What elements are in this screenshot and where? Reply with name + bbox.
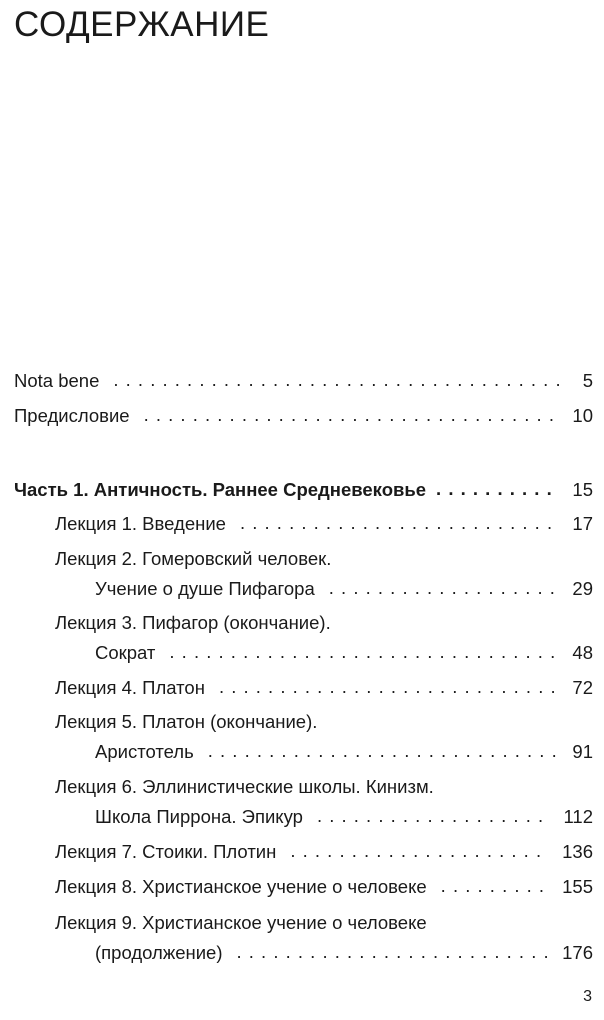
toc-entry-label: Лекция 4. Платон xyxy=(55,677,205,698)
toc-entry-label: Nota bene xyxy=(14,370,100,391)
dot-leader xyxy=(329,577,559,599)
page-folio-number: 3 xyxy=(583,988,592,1005)
toc-entry-nota-bene xyxy=(14,370,593,392)
dot-leader xyxy=(240,512,558,534)
dot-leader xyxy=(208,740,559,762)
toc-entry-label: Лекция 8. Христианское учение о человеке xyxy=(55,876,427,897)
toc-page-number: 5 xyxy=(582,370,593,391)
toc-entry-label: Лекция 1. Введение xyxy=(55,513,226,534)
toc-entry-label: Лекция 9. Христианское учение о человеке xyxy=(55,912,427,933)
toc-entry-continuation: Учение о душе Пифагора xyxy=(95,578,315,599)
toc-page-number: 29 xyxy=(572,578,593,599)
toc-page-number: 17 xyxy=(572,513,593,534)
toc-page-number: 48 xyxy=(572,642,593,663)
dot-leader xyxy=(219,676,558,698)
toc-page-number: 136 xyxy=(562,841,593,862)
toc-entry-lecture-9 xyxy=(55,912,593,964)
dot-leader xyxy=(237,941,549,963)
toc-entry-lecture-5 xyxy=(55,711,593,763)
toc-page-number: 15 xyxy=(572,479,593,500)
dot-leader xyxy=(290,840,548,862)
toc-entry-label: Лекция 3. Пифагор (окончание). xyxy=(55,612,331,633)
dot-leader xyxy=(436,478,558,500)
toc-entry-label: Предисловие xyxy=(14,405,130,426)
dot-leader xyxy=(144,404,559,426)
dot-leader xyxy=(441,875,548,897)
toc-entry-lecture-8 xyxy=(55,876,593,898)
dot-leader xyxy=(169,641,558,663)
page-title: СОДЕРЖАНИЕ xyxy=(14,5,270,44)
dot-leader xyxy=(113,369,568,391)
toc-entry-label: Лекция 6. Эллинистические школы. Кинизм. xyxy=(55,776,434,797)
toc-entry-lecture-1 xyxy=(55,513,593,535)
toc-entry-continuation: (продолжение) xyxy=(95,942,223,963)
toc-entry-label: Часть 1. Античность. Раннее Средневековье xyxy=(14,479,427,500)
toc-part-heading xyxy=(14,479,593,501)
dot-leader xyxy=(317,805,550,827)
toc-entry-label: Лекция 5. Платон (окончание). xyxy=(55,711,318,732)
toc-entry-continuation: Аристотель xyxy=(95,741,194,762)
toc-page-number: 72 xyxy=(572,677,593,698)
toc-entry-label: Лекция 7. Стоики. Плотин xyxy=(55,841,277,862)
toc-page-number: 10 xyxy=(572,405,593,426)
toc-entry-continuation: Сократ xyxy=(95,642,156,663)
toc-page-number: 176 xyxy=(562,942,593,963)
toc-entry-lecture-3 xyxy=(55,612,593,664)
toc-entry-continuation: Школа Пиррона. Эпикур xyxy=(95,806,303,827)
toc-entry-lecture-6 xyxy=(55,776,593,828)
toc-page-number: 112 xyxy=(563,806,593,827)
toc-entry-lecture-4 xyxy=(55,677,593,699)
toc-entry-preface xyxy=(14,405,593,427)
toc-entry-lecture-2 xyxy=(55,548,593,600)
toc-page-number: 91 xyxy=(572,741,593,762)
toc-entry-label: Лекция 2. Гомеровский человек. xyxy=(55,548,332,569)
toc-entry-lecture-7 xyxy=(55,841,593,863)
toc-page-number: 155 xyxy=(562,876,593,897)
